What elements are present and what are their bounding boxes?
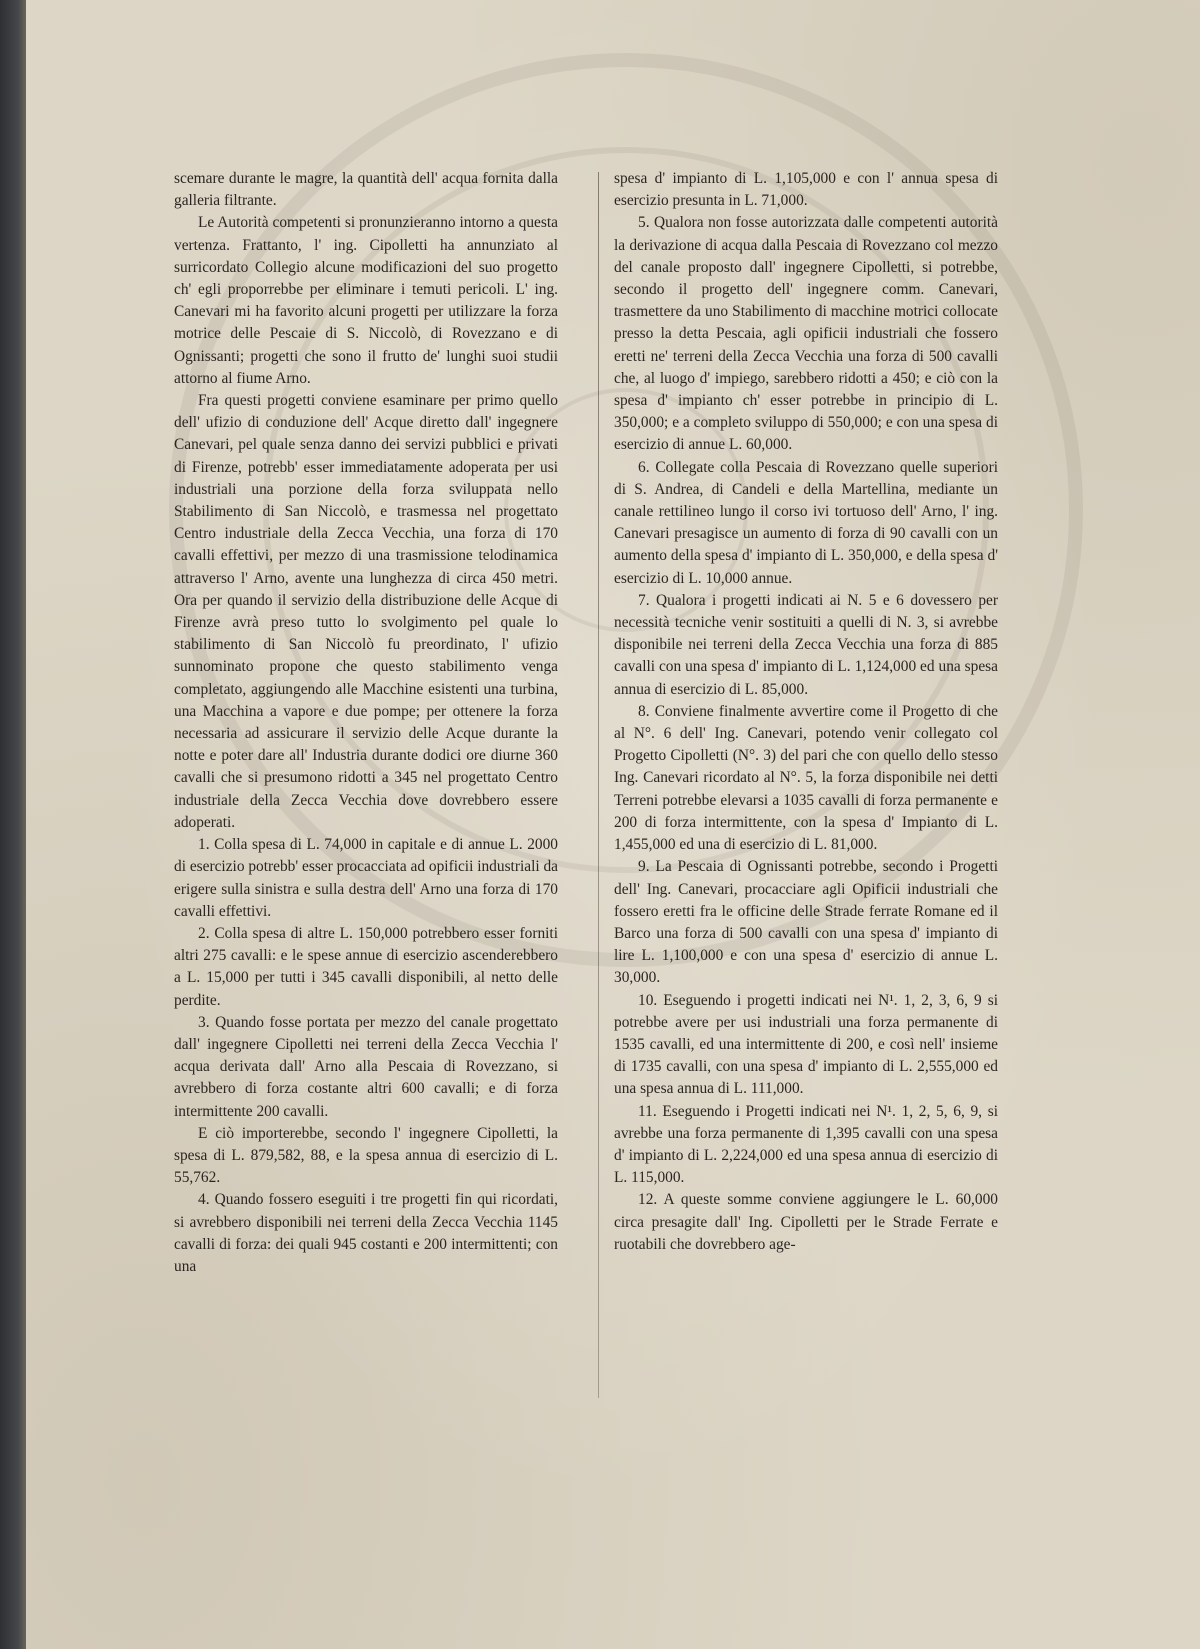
- paragraph: 6. Collegate colla Pescaia di Rovezzano quelle superiori di S. Andrea, di Candeli e della Martellina, mediante un canale rettilineo lungo il corso ivi tortuoso dell' Arno, l' ing. Canevari presagisce un aumento di forza di 90 cavalli con un aumento della spesa d' impianto di L. 350,000, e della spesa d' esercizio di L. 10,000 annue.: [614, 458, 998, 587]
- paragraph: 8. Conviene finalmente avvertire come il Progetto di che al N°. 6 dell' Ing. Canevari, potendo venir collegato col Progetto Cipolletti (N°. 3) del pari che con quello dello stesso Ing. Canevari ricordato al N°. 5, la forza disponibile nei detti Terreni potrebbe elevarsi a 1035 cavalli di forza permanente e 200 di forza intermittente, con la spesa d' Impianto di L. 1,455,000 ed una di esercizio di L. 81,000.: [614, 702, 998, 854]
- paragraph: Le Autorità competenti si pronunzieranno intorno a questa vertenza. Frattanto, l' ing. Cipolletti ha annunziato al surricordato Collegio alcune modificazioni del suo progetto ch' egli proporrebbe per eliminare i temuti pericoli. L' ing. Canevari mi ha favorito alcuni progetti per utilizzare la forza motrice delle Pescaie di S. Niccolò, di Rovezzano e di Ognissanti; progetti che sono il frutto de' lunghi suoi studii attorno al fiume Arno.: [174, 214, 558, 387]
- scanner-edge: [0, 0, 26, 1649]
- paragraph: 7. Qualora i progetti indicati ai N. 5 e 6 dovessero per necessità tecniche venir sostituiti a quelli di N. 3, si avrebbe disponibile nei terreni della Zecca Vecchia una forza di 885 cavalli con una spesa d' impianto di L. 1,124,000 ed una spesa annua di esercizio di L. 85,000.: [614, 591, 998, 698]
- paragraph: 4. Quando fossero eseguiti i tre progetti fin qui ricordati, si avrebbero disponibili nei terreni della Zecca Vecchia 1145 cavalli di forza: dei quali 945 costanti e 200 intermittenti; con una: [174, 1191, 558, 1275]
- paragraph: spesa d' impianto di L. 1,105,000 e con l' annua spesa di esercizio presunta in L. 71,000.: [614, 170, 998, 210]
- paragraph: Fra questi progetti conviene esaminare per primo quello dell' ufizio di conduzione dell' Acque diretto dall' ingegnere Canevari, pel quale senza danno dei servizi pubblici e privati di Firenze, potrebb' esser immediatamente adoperata per usi industriali una porzione della forza sviluppata nello Stabilimento di San Niccolò, e trasmessa nel progettato Centro industriale della Zecca Vecchia, una forza di 170 cavalli effettivi, per mezzo di una trasmissione telodinamica attraverso l' Arno, avente una lunghezza di circa 450 metri. Ora per quando il servizio della distribuzione delle Acque di Firenze avrà preso tutto lo svolgimento pel quale lo stabilimento di San Niccolò fu preordinato, l' ufizio sunnominato propone che questo stabilimento venga completato, aggiungendo alle Macchine esistenti una turbina, una Macchina a vapore e due pompe; per ottenere la forza necessaria ad assicurare il servizio delle Acque durante la notte e poter dare all' Industria durante dodici ore diurne 360 cavalli che si presumono ridotti a 345 nel progettato Centro industriale della Zecca Vecchia dove dovrebbero essere adoperati.: [174, 392, 558, 831]
- column-divider: [598, 172, 599, 1398]
- paragraph: 3. Quando fosse portata per mezzo del canale progettato dall' ingegnere Cipolletti nei terreni della Zecca Vecchia l' acqua derivata dall' Arno alla Pescaia di Rovezzano, si avrebbero di forza costante altri 600 cavalli; e di forza intermittente 200 cavalli.: [174, 1013, 558, 1120]
- paragraph: 5. Qualora non fosse autorizzata dalle competenti autorità la derivazione di acqua dalla Pescaia di Rovezzano col mezzo del canale proposto dall' ingegnere Cipolletti, si potrebbe, secondo il progetto dell' ingegnere comm. Canevari, trasmettere da uno Stabilimento di macchine motrici collocate presso la detta Pescaia, agli opificii industriali che fossero eretti ne' terreni della Zecca Vecchia una forza di 500 cavalli che, al luogo d' impiego, sarebbero ridotti a 450; e ciò con la spesa d' impianto ch' esser potrebbe in principio di L. 350,000; e a completo sviluppo di 550,000; e con una spesa di esercizio di annue L. 60,000.: [614, 214, 998, 454]
- paragraph: E ciò importerebbe, secondo l' ingegnere Cipolletti, la spesa di L. 879,582, 88, e la spesa annua di esercizio di L. 55,762.: [174, 1124, 558, 1187]
- paragraph: 1. Colla spesa di L. 74,000 in capitale e di annue L. 2000 di esercizio potrebb' esser procacciata ad opificii industriali da erigere sulla sinistra e sulla destra dell' Arno una forza di 170 cavalli effettivi.: [174, 836, 558, 920]
- paragraph: 10. Eseguendo i progetti indicati nei N¹. 1, 2, 3, 6, 9 si potrebbe avere per usi industriali una forza permanente di 1535 cavalli, ed una intermittente di 200, e così nell' insieme di 1735 cavalli, con una spesa d' impianto di L. 2,555,000 ed una spesa annua di L. 111,000.: [614, 991, 998, 1098]
- paragraph: 2. Colla spesa di altre L. 150,000 potrebbero esser forniti altri 275 cavalli: e le spese annue di esercizio ascenderebbero a L. 15,000 per tutti i 345 cavalli disponibili, al netto delle perdite.: [174, 924, 558, 1009]
- left-text-column: [174, 168, 558, 1278]
- paragraph: 11. Eseguendo i Progetti indicati nei N¹. 1, 2, 5, 6, 9, si avrebbe una forza permanente di 1,395 cavalli con una spesa d' impianto di L. 2,224,000 ed una spesa annua di esercizio di L. 115,000.: [614, 1102, 998, 1187]
- paragraph: scemare durante le magre, la quantità dell' acqua fornita dalla galleria filtrante.: [174, 170, 558, 210]
- right-text-column: [614, 168, 998, 1256]
- paragraph: 12. A queste somme conviene aggiungere le L. 60,000 circa presagite dall' Ing. Cipolletti per le Strade Ferrate e ruotabili che dovrebbero age-: [614, 1191, 998, 1253]
- paragraph: 9. La Pescaia di Ognissanti potrebbe, secondo i Progetti dell' Ing. Canevari, procacciare agli Opificii industriali che fossero eretti fra le officine delle Strade ferrate Romane ed il Barco una forza di 500 cavalli con una spesa d' impianto di lire L. 1,100,000 e con una spesa d' esercizio di annue L. 30,000.: [614, 858, 998, 987]
